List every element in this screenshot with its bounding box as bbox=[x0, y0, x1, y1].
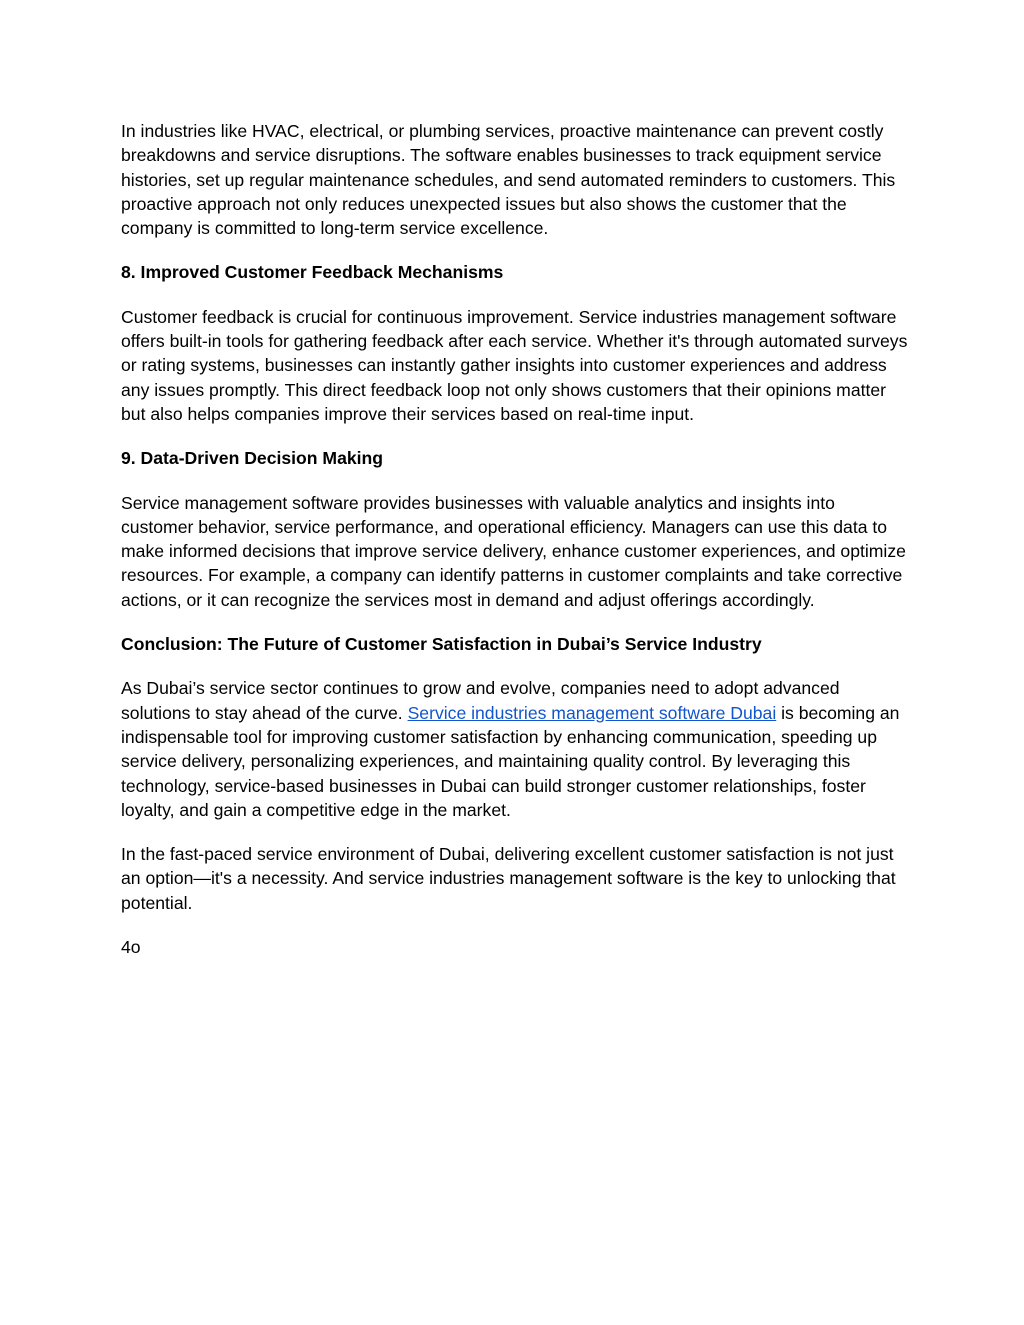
paragraph-proactive-maintenance: In industries like HVAC, electrical, or plumbing services, proactive maintenance can prevent costly breakdowns and service disruptions. The software enables businesses to track equipment service histories, set up regular maintenance schedules, and send automated reminders to customers. This proactive approach not only reduces unexpected issues but also shows the customer that the company is committed to long-term service excellence. bbox=[121, 121, 896, 239]
paragraph-customer-feedback: Customer feedback is crucial for continuous improvement. Service industries management software offers built-in tools for gathering feedback after each service. Whether it's through automated surveys or rating systems, businesses can instantly gather insights into customer experiences and address any issues promptly. This direct feedback loop not only shows customers that their opinions matter but also helps companies improve their services based on real-time input. bbox=[121, 306, 908, 424]
heading-conclusion: Conclusion: The Future of Customer Satisfaction in Dubai’s Service Industry bbox=[121, 634, 762, 655]
paragraph-closing: In the fast-paced service environment of Dubai, delivering excellent customer satisfaction is not just an option—it's a necessity. And service industries management software is the key to unlocking that potential. bbox=[121, 844, 896, 913]
conclusion-text-before-link: As Dubai’s service sector continues to grow and evolve, companies need to adopt advanced solutions to stay ahead of the curve. bbox=[121, 678, 840, 723]
paragraph-conclusion bbox=[121, 676, 911, 822]
conclusion-text-after-link: is becoming an indispensable tool for improving customer satisfaction by enhancing communication, speeding up service delivery, personalizing experiences, and maintaining quality control. By leveraging this technology, service-based businesses in Dubai can build stronger customer relationships, foster loyalty, and gain a competitive edge in the market. bbox=[121, 702, 900, 820]
document-body bbox=[121, 119, 911, 979]
heading-improved-customer-feedback: 8. Improved Customer Feedback Mechanisms bbox=[121, 262, 504, 283]
paragraph-data-driven: Service management software provides businesses with valuable analytics and insights into customer behavior, service performance, and operational efficiency. Managers can use this data to make informed decisions that improve service delivery, enhance customer experiences, and optimize resources. For example, a company can identify patterns in customer complaints and take corrective actions, or it can recognize the services most in demand and adjust offerings accordingly. bbox=[121, 492, 906, 610]
service-software-dubai-link[interactable]: Service industries management software Dubai bbox=[407, 702, 777, 723]
heading-data-driven-decision-making: 9. Data-Driven Decision Making bbox=[121, 448, 384, 469]
footer-note: 4o bbox=[121, 937, 141, 958]
